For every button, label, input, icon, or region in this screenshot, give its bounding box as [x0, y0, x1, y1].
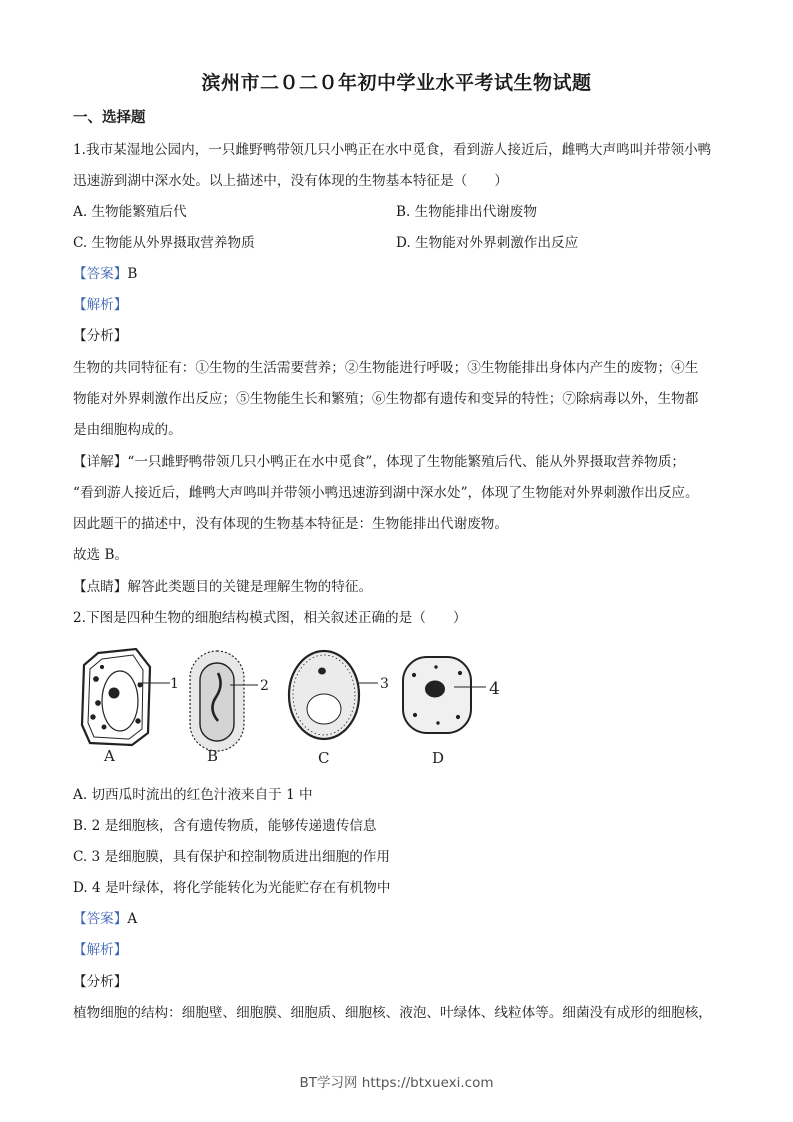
q1-conclusion: 故选 B。 [73, 547, 129, 563]
q2-answer [73, 909, 723, 929]
q1-tip: 【点睛】解答此类题目的关键是理解生物的特征。 [73, 579, 373, 595]
bacterium-cell-b [190, 651, 258, 751]
label-d: D [432, 749, 445, 767]
section-heading: 一、选择题 [73, 109, 146, 126]
q1-fenxi-line3: 是由细胞构成的。 [73, 422, 182, 438]
q1-answer [73, 264, 723, 284]
animal-cell-d [403, 657, 486, 733]
plant-cell-a [82, 649, 170, 745]
label-2: 2 [260, 678, 269, 694]
q2-option-d: D. 4 是叶绿体，将化学能转化为光能贮存在有机物中 [73, 880, 391, 896]
q1-fenxi-tag: 【分析】 [73, 328, 128, 344]
answer-tag: 【答案】 [73, 266, 128, 282]
answer-value: A [127, 911, 138, 927]
label-3: 3 [380, 676, 389, 692]
q2-option-c: C. 3 是细胞膜，具有保护和控制物质进出细胞的作用 [73, 849, 390, 865]
label-a: A [104, 747, 115, 765]
q2-jiexi-tag: 【解析】 [73, 942, 128, 958]
footer-watermark: BT学习网 https://btxuexi.com [299, 1075, 494, 1091]
q1-detail-line2: “看到游人接近后，雌鸭大声鸣叫并带领小鸭迅速游到湖中深水处”，体现了生物能对外界刺激作出反应。 [73, 485, 699, 501]
answer-tag: 【答案】 [73, 911, 128, 927]
q2-fenxi-line1: 植物细胞的结构：细胞壁、细胞膜、细胞质、细胞核、液泡、叶绿体、线粒体等。细菌没有成形的细胞核， [73, 1005, 712, 1021]
q2-stem: 2.下图是四种生物的细胞结构模式图，相关叙述正确的是（ ） [73, 610, 467, 626]
q2-fenxi-tag: 【分析】 [73, 974, 128, 990]
label-1: 1 [170, 676, 179, 692]
q1-option-d: D. 生物能对外界刺激作出反应 [396, 235, 579, 251]
q1-stem-line2: 迅速游到湖中深水处。以上描述中，没有体现的生物基本特征是（ ） [73, 173, 508, 189]
q2-option-b: B. 2 是细胞核，含有遗传物质，能够传递遗传信息 [73, 818, 377, 834]
q1-detail-line3: 因此题干的描述中，没有体现的生物基本特征是：生物能排出代谢废物。 [73, 516, 508, 532]
q1-fenxi-line1: 生物的共同特征有：①生物的生活需要营养；②生物能进行呼吸；③生物能排出身体内产生的废物；④生 [73, 360, 699, 376]
answer-value: B [127, 266, 138, 282]
label-4: 4 [489, 679, 500, 699]
label-b: B [207, 747, 219, 765]
q1-option-a: A. 生物能繁殖后代 [73, 204, 187, 220]
yeast-cell-c [289, 651, 378, 739]
cell-diagram-figure [78, 645, 518, 770]
q1-option-b: B. 生物能排出代谢废物 [396, 204, 537, 220]
label-c: C [318, 749, 330, 767]
q1-jiexi-tag: 【解析】 [73, 297, 128, 313]
q1-stem-line1: 1.我市某湿地公园内，一只雌野鸭带领几只小鸭正在水中觅食，看到游人接近后，雌鸭大声鸣叫并带领小鸭 [73, 142, 712, 158]
q1-fenxi-line2: 物能对外界刺激作出反应；⑤生物能生长和繁殖；⑥生物都有遗传和变异的特性；⑦除病毒以外，生物都 [73, 391, 699, 407]
page-title: 滨州市二０二０年初中学业水平考试生物试题 [201, 72, 592, 94]
q1-option-c: C. 生物能从外界摄取营养物质 [73, 235, 255, 251]
q1-detail-line1: 【详解】“一只雌野鸭带领几只小鸭正在水中觅食”，体现了生物能繁殖后代、能从外界摄取营养物质； [73, 454, 686, 470]
q2-option-a: A. 切西瓜时流出的红色汁液来自于 1 中 [73, 787, 313, 803]
